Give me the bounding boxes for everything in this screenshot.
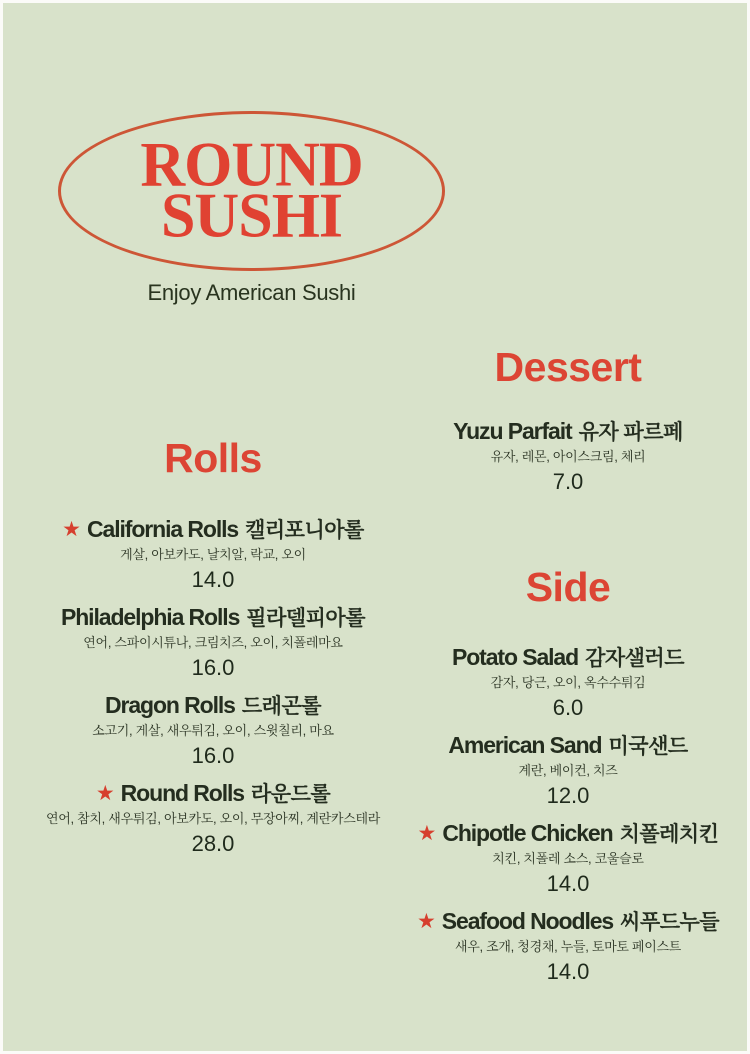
star-icon: ★	[95, 782, 115, 805]
logo-line-2: SUSHI	[160, 181, 343, 251]
item-price: 7.0	[552, 469, 584, 494]
column-rolls	[18, 3, 408, 1054]
column-dessert-side	[413, 3, 723, 1054]
item-name-en: Philadelphia Rolls	[60, 604, 240, 630]
item-description: 계란, 베이컨, 치즈	[518, 763, 618, 778]
item-name-ko: 씨푸드누들	[620, 911, 720, 934]
item-name-row	[413, 643, 723, 673]
item-description: 게살, 아보카도, 날치알, 락교, 오이	[120, 547, 306, 562]
item-name-en: Seafood Noodles	[441, 908, 614, 934]
item-description: 치킨, 치폴레 소스, 코울슬로	[492, 851, 644, 866]
item-name-row	[18, 515, 408, 545]
menu-item-seafood-noodles	[413, 907, 723, 985]
item-name-row	[413, 907, 723, 937]
item-name-row	[413, 731, 723, 761]
menu-item-chipotle-chicken	[413, 819, 723, 897]
menu-item-potato-salad	[413, 643, 723, 721]
menu-item-yuzu-parfait	[413, 417, 723, 495]
item-name-ko: 캘리포니아롤	[245, 519, 364, 542]
menu-item-dragon-rolls	[18, 691, 408, 769]
item-description: 감자, 당근, 오이, 옥수수튀김	[490, 675, 646, 690]
item-description: 연어, 스파이시튜나, 크림치즈, 오이, 치폴레마요	[83, 635, 343, 650]
item-price: 6.0	[552, 695, 584, 720]
star-icon: ★	[62, 518, 81, 541]
item-name-en: Yuzu Parfait	[453, 418, 572, 444]
item-name-en: California Rolls	[87, 516, 239, 542]
item-name-en: American Sand	[448, 732, 602, 758]
star-icon: ★	[417, 822, 437, 845]
logo-line-1: ROUND	[140, 130, 363, 200]
section-header-dessert: Dessert	[494, 344, 642, 390]
item-price: 12.0	[546, 783, 590, 808]
section-header-side: Side	[525, 564, 611, 610]
item-description: 연어, 참치, 새우튀김, 아보카도, 오이, 무장아찌, 계란카스테라	[46, 811, 380, 826]
item-name-ko: 치폴레치킨	[619, 823, 719, 846]
item-name-ko: 드래곤롤	[241, 695, 322, 718]
section-header-rolls: Rolls	[164, 435, 262, 481]
item-name-row	[413, 819, 723, 849]
menu-item-california-rolls	[18, 515, 408, 593]
item-price: 14.0	[546, 959, 590, 984]
item-name-en: Potato Salad	[451, 644, 579, 670]
item-price: 14.0	[191, 567, 235, 592]
item-price: 14.0	[546, 871, 590, 896]
item-name-en: Chipotle Chicken	[442, 820, 613, 846]
item-price: 16.0	[191, 655, 235, 680]
item-price: 28.0	[191, 831, 235, 856]
menu-item-round-rolls	[18, 779, 408, 857]
item-description: 새우, 조개, 청경채, 누들, 토마토 페이스트	[455, 939, 681, 954]
item-name-row	[18, 603, 408, 633]
star-icon: ★	[416, 910, 436, 933]
item-price: 16.0	[191, 743, 235, 768]
menu-item-philadelphia-rolls	[18, 603, 408, 681]
item-name-ko: 필라델피아롤	[246, 607, 365, 630]
item-name-row	[18, 779, 408, 809]
item-name-row	[18, 691, 408, 721]
item-name-ko: 감자샐러드	[585, 647, 685, 670]
item-name-row	[413, 417, 723, 447]
item-name-ko: 유자 파르페	[578, 421, 683, 444]
item-name-en: Round Rolls	[120, 780, 244, 806]
tagline: Enjoy American Sushi	[147, 280, 356, 305]
item-description: 유자, 레몬, 아이스크림, 체리	[490, 449, 646, 464]
item-name-ko: 미국샌드	[608, 735, 688, 758]
item-name-ko: 라운드롤	[251, 783, 331, 806]
item-description: 소고기, 게살, 새우튀김, 오이, 스윗칠리, 마요	[92, 723, 334, 738]
item-name-en: Dragon Rolls	[104, 692, 235, 718]
menu-item-american-sand	[413, 731, 723, 809]
